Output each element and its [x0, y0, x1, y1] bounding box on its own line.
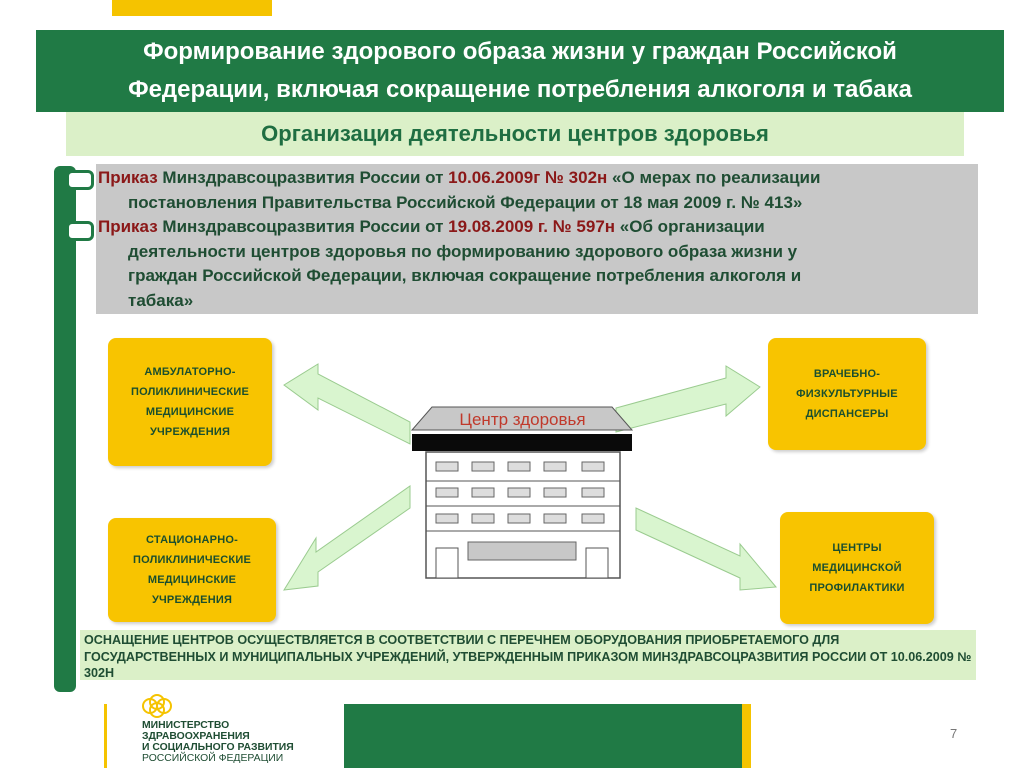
- order-number: 19.08.2009 г. № 597н: [448, 217, 616, 236]
- logo-line: ЗДРАВООХРАНЕНИЯ: [142, 731, 250, 742]
- building-window: [472, 462, 494, 471]
- slide-title-text: Формирование здорового образа жизни у граждан Российской Федерации, включая сокращение потребления алкоголя и табака: [128, 38, 912, 103]
- building-roof-band: [412, 434, 632, 451]
- building-door-left: [436, 548, 458, 578]
- equipment-note: ОСНАЩЕНИЕ ЦЕНТРОВ ОСУЩЕСТВЛЯЕТСЯ В СООТВЕТСТВИИ С ПЕРЕЧНЕМ ОБОРУДОВАНИЯ ПРИОБРЕТАЕМОГО ДЛЯ ГОСУДАРСТВЕННЫХ И МУНИЦИПАЛЬНЫХ УЧРЕЖДЕНИЙ, УТВЕРЖДЕННЫМ ПРИКАЗОМ МИНЗДРАВСОЦРАЗВИТИЯ РОССИИ ОТ 10.06.2009 № 302Н: [80, 630, 976, 680]
- building-window: [508, 514, 530, 523]
- footer-divider: [104, 704, 107, 768]
- box-prevention-centers: [780, 512, 934, 624]
- building-window: [508, 462, 530, 471]
- order-line: деятельности центров здоровья по формированию здорового образа жизни у: [128, 241, 798, 261]
- page-number: 7: [950, 726, 958, 741]
- box-prevention-centers-text: ЦЕНТРЫ МЕДИЦИНСКОЙ ПРОФИЛАКТИКИ: [809, 542, 905, 594]
- building-window: [544, 462, 566, 471]
- order-lead: Приказ: [98, 217, 158, 236]
- arrow-to-top-right: [616, 366, 760, 432]
- building-window: [582, 462, 604, 471]
- footer-yellow-bar: [742, 704, 751, 768]
- building-door-right: [586, 548, 608, 578]
- building-window: [544, 514, 566, 523]
- order-line: табака»: [128, 290, 194, 310]
- box-ambulatory: [108, 338, 272, 466]
- order-number: 10.06.2009г № 302н: [448, 168, 608, 187]
- logo-line: МИНИСТЕРСТВО: [142, 720, 230, 731]
- order-text: «О мерах по реализации: [607, 168, 821, 187]
- building-window: [472, 514, 494, 523]
- order-line: постановления Правительства Российской Федерации от 18 мая 2009 г. № 413»: [128, 192, 803, 212]
- building-sign: [468, 542, 576, 560]
- building-window: [508, 488, 530, 497]
- building-window: [436, 462, 458, 471]
- box-inpatient-text: СТАЦИОНАРНО-ПОЛИКЛИНИЧЕСКИЕ МЕДИЦИНСКИЕ УЧРЕЖДЕНИЯ: [133, 534, 251, 606]
- box-sports-dispensaries: [768, 338, 926, 450]
- building-window: [582, 488, 604, 497]
- health-center-label: Центр здоровья: [459, 410, 586, 429]
- box-inpatient: [108, 518, 276, 622]
- ministry-logo-text: [142, 720, 294, 764]
- box-ambulatory-text: АМБУЛАТОРНО-ПОЛИКЛИНИЧЕСКИЕ МЕДИЦИНСКИЕ УЧРЕЖДЕНИЯ: [131, 366, 249, 438]
- slide-subtitle-text: Организация деятельности центров здоровья: [261, 121, 769, 146]
- footer-green-bar: [344, 704, 742, 768]
- building-window: [544, 488, 566, 497]
- logo-line: И СОЦИАЛЬНОГО РАЗВИТИЯ: [142, 742, 294, 753]
- building-window: [436, 488, 458, 497]
- building-window: [436, 514, 458, 523]
- order-text: Минздравсоцразвития России от: [157, 217, 449, 236]
- order-line: граждан Российской Федерации, включая сокращение потребления алкоголя и: [128, 266, 802, 285]
- order-text: Минздравсоцразвития России от: [157, 168, 449, 187]
- logo-line: РОССИЙСКОЙ ФЕДЕРАЦИИ: [142, 753, 284, 764]
- building-window: [472, 488, 494, 497]
- order-text: «Об организации: [615, 217, 765, 236]
- arrow-to-bottom-left: [284, 486, 410, 590]
- order-lead: Приказ: [98, 168, 158, 187]
- arrow-to-top-left: [284, 364, 410, 444]
- arrow-to-bottom-right: [636, 508, 776, 590]
- ministry-logo-icon: [132, 692, 182, 722]
- box-sports-dispensaries-text: ВРАЧЕБНО-ФИЗКУЛЬТУРНЫЕ ДИСПАНСЕРЫ: [796, 368, 898, 420]
- building-window: [582, 514, 604, 523]
